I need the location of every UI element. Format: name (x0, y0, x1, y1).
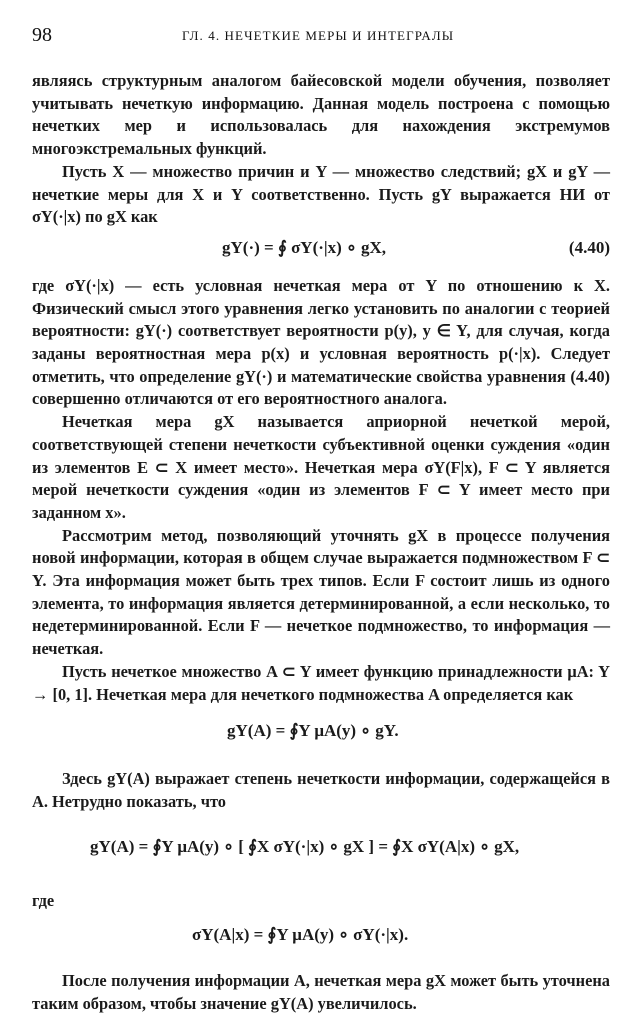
equation-composition (32, 814, 610, 890)
paragraph: Пусть нечеткое множество A ⊂ Y имеет функцию принадлежности μA: Y → [0, 1]. Нечеткая мера для нечеткого подмножества A определяется как (32, 661, 610, 704)
paragraph: являясь структурным аналогом байесовской модели обучения, позволяет учитывать нечеткую информацию. Данная модель построена с помощью нечетких мер и использовалась для нахождения экстремумов многоэкстремальных функций. (32, 71, 610, 159)
paragraph: После получения информации A, нечеткая мера gX может быть уточнена таким образом, чтобы значение gY(A) увеличилось. (32, 971, 610, 1014)
running-head: ГЛ. 4. НЕЧЕТКИЕ МЕРЫ И ИНТЕГРАЛЫ (182, 28, 455, 43)
paragraph: где (32, 890, 55, 910)
paragraph: Рассмотрим метод, позволяющий уточнять gX в процессе получения новой информации, которая в общем случае выражается подмножеством F ⊂ Y. Эта информация может быть трех типов. Если F состоит лишь из одного элемента, то информация является детерминированной, а если несколько, то недетерминированной. Если F — нечеткое подмножество, то информация — нечеткая. (32, 525, 610, 659)
page-header (0, 20, 642, 52)
equation-sigma-A (32, 912, 610, 970)
paragraph: Здесь gY(A) выражает степень нечеткости информации, содержащейся в A. Нетрудно показать, что (32, 769, 610, 811)
equation-number: (4.40) (568, 237, 610, 257)
equation-expression: gY(·) = ∮ σY(·|x) ∘ gX, (222, 237, 386, 257)
paragraph: Пусть X — множество причин и Y — множество следствий; gX и gY — нечеткие меры для X и Y соответственно. Пусть gY выражается НИ от σY(·|x) по gX как (32, 161, 610, 227)
equation-expression: gY(A) = ∮Y μA(y) ∘ [ ∮X σY(·|x) ∘ gX ] = ∮X σY(A|x) ∘ gX, (90, 836, 520, 856)
paragraph: где σY(·|x) — есть условная нечеткая мера от Y по отношению к X. Физический смысл этого уравнения легко установить по аналогии с теорией вероятности: gY(·) соответствует вероятности p(y), y ∈ Y, для случая, когда заданы вероятностная мера p(x) и условная вероятность p(·|x). Следует отметить, что определение gY(·) и математические свойства уравнения (4.40) совершенно отличаются от его вероятностного аналога. (32, 275, 610, 409)
equation-4-40 (32, 229, 610, 275)
equation-expression: gY(A) = ∮Y μA(y) ∘ gY. (227, 721, 399, 741)
page-number: 98 (32, 24, 52, 46)
equation-measure-A (32, 706, 610, 768)
body-text (32, 70, 610, 1016)
equation-expression: σY(A|x) = ∮Y μA(y) ∘ σY(·|x). (192, 925, 409, 945)
paragraph: Нечеткая мера gX называется априорной нечеткой мерой, соответствующей степени нечеткости субъективной оценки суждения «один из элементов E ⊂ X имеет место». Нечеткая мера σY(F|x), F ⊂ Y является мерой нечеткости суждения «один из элементов F ⊂ Y имеет место при заданном x». (32, 412, 610, 522)
